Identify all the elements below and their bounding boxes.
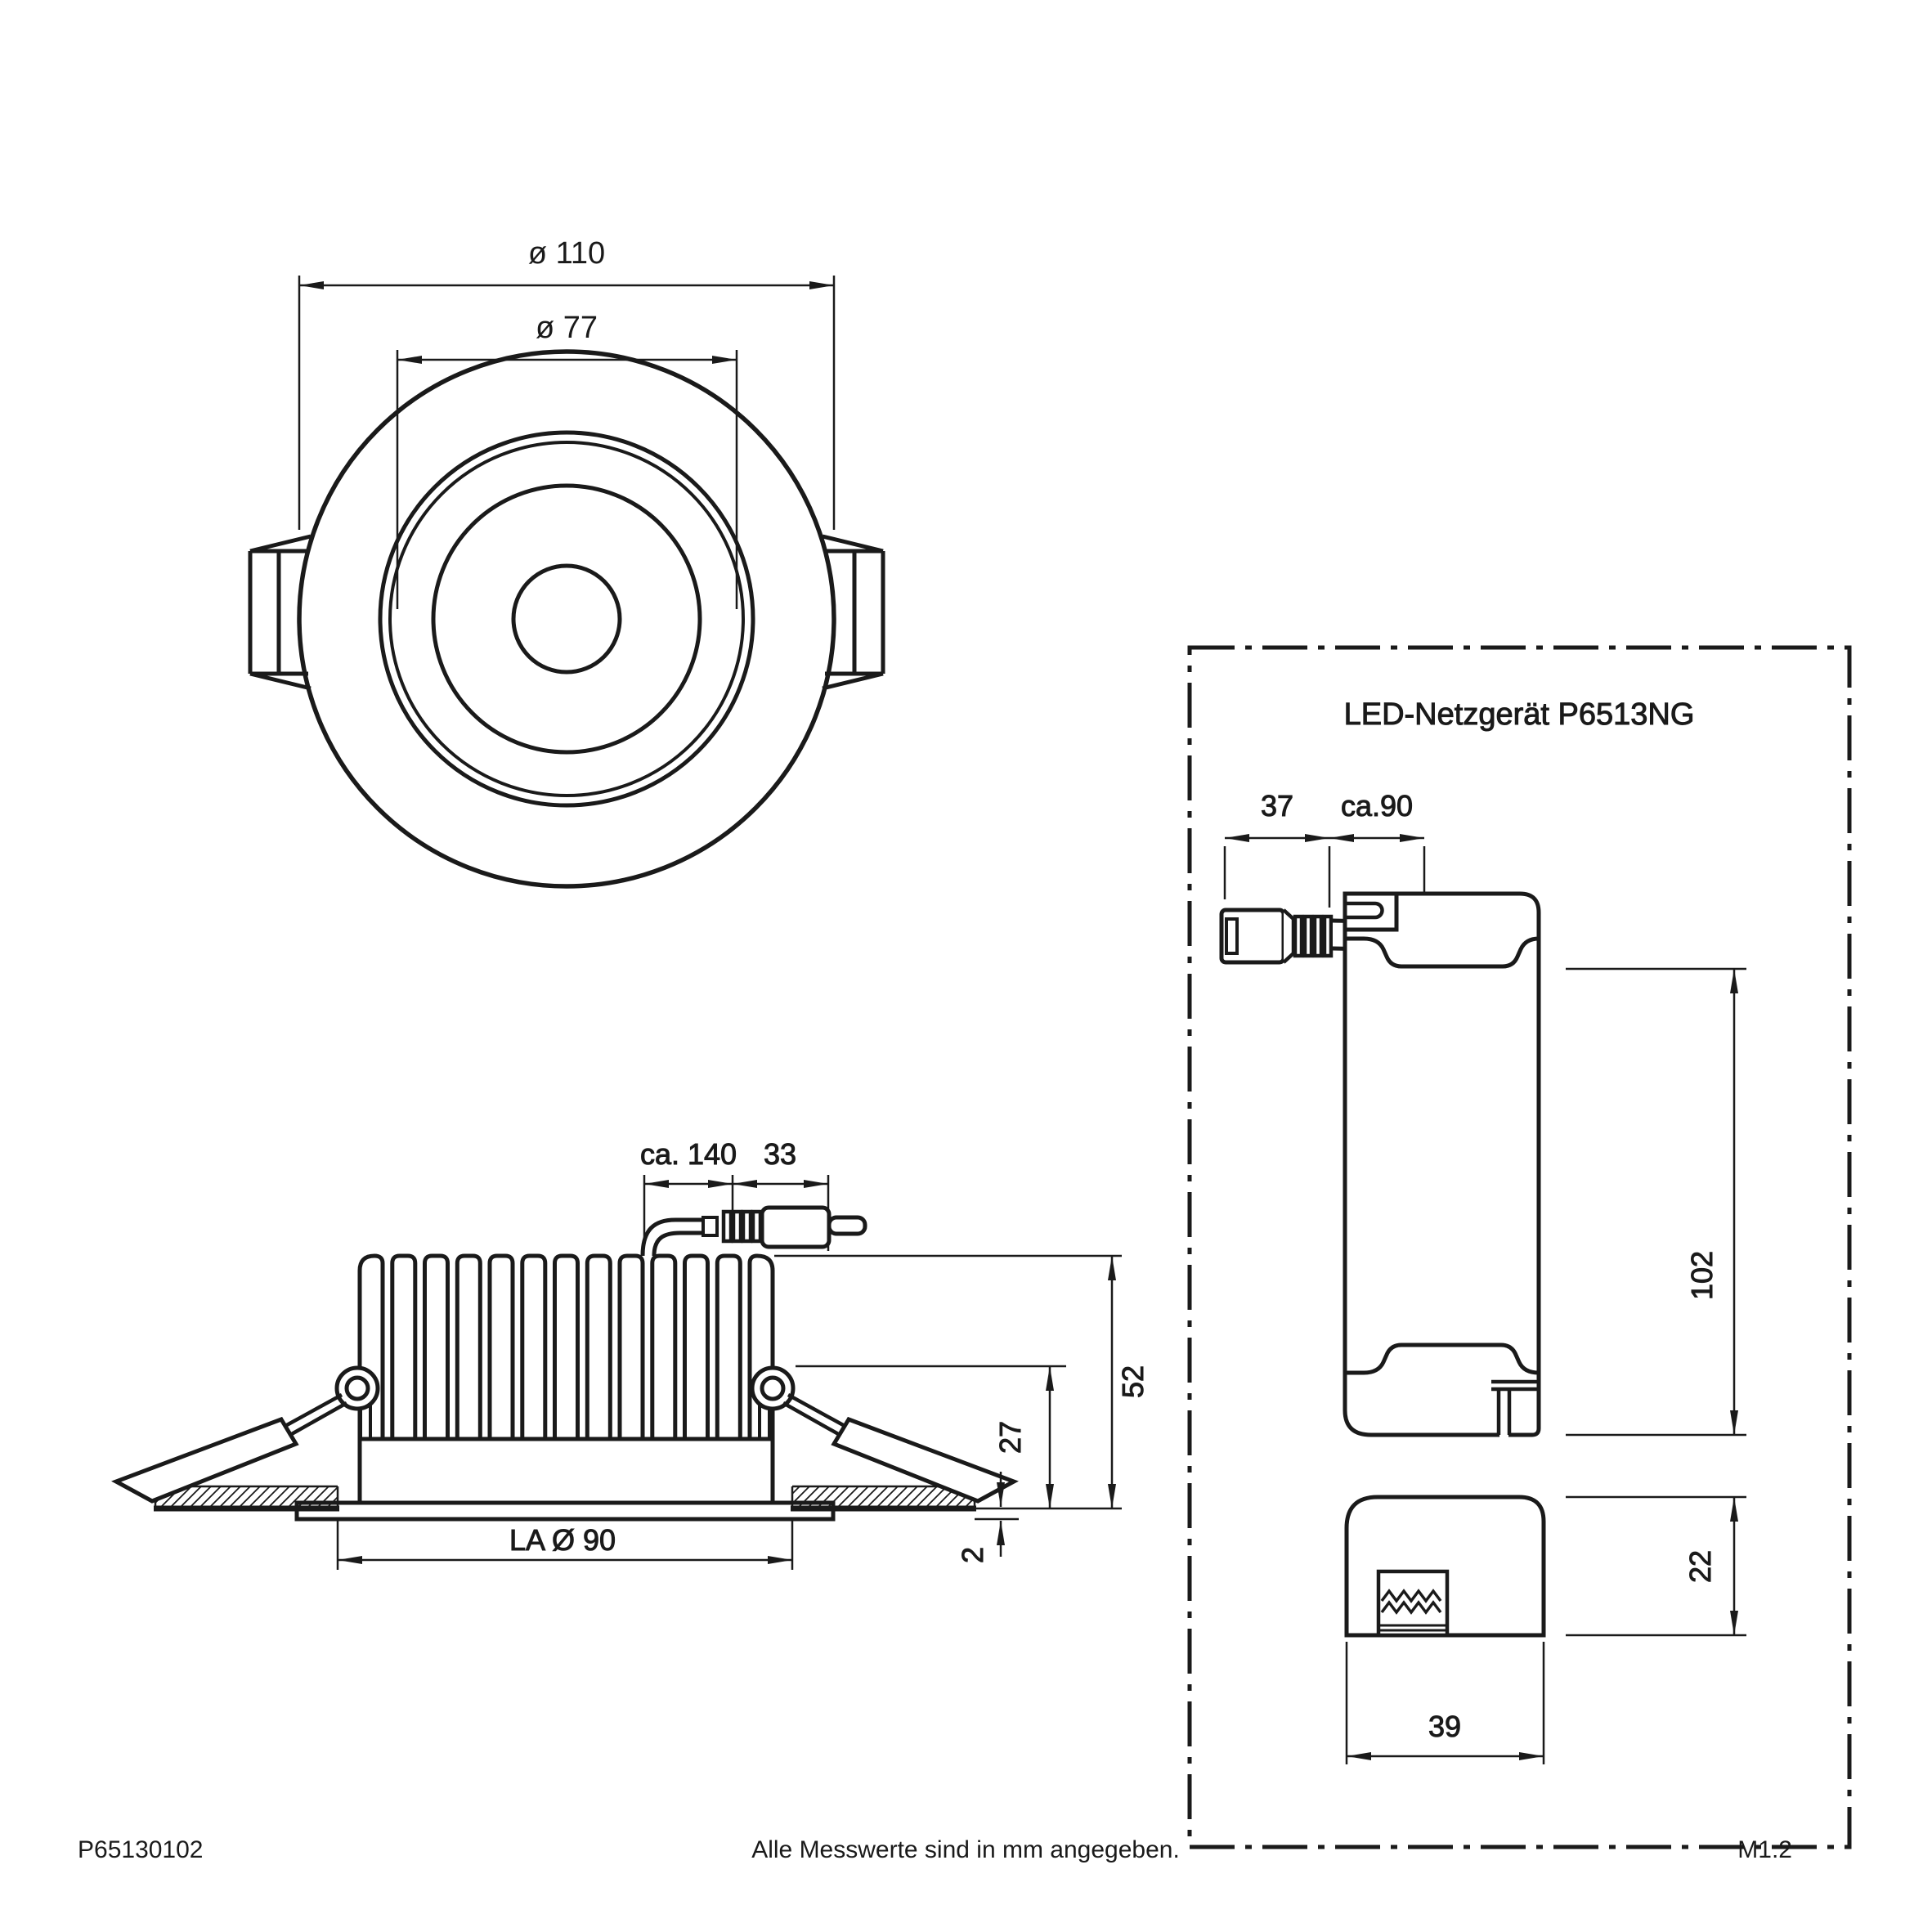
- dim-label-total-height: 52: [1116, 1365, 1150, 1399]
- dim-label-plug-length: 33: [763, 1137, 797, 1171]
- footer: [78, 1836, 1792, 1863]
- driver-box-title: LED-Netzgerät P6513NG: [1343, 697, 1695, 732]
- dim-label-trim-thickness: 2: [956, 1546, 989, 1564]
- article-number: P65130102: [78, 1836, 204, 1863]
- trim-plate: [297, 1503, 833, 1519]
- measurement-note: Alle Messwerte sind in mm angegeben.: [751, 1836, 1180, 1863]
- heatsink-fins: [360, 1256, 773, 1441]
- dim-label-driver-plug: 37: [1260, 789, 1294, 823]
- plug-pin: [829, 1217, 865, 1234]
- right-spring-ring: [752, 1368, 793, 1409]
- connector-socket: [1226, 919, 1237, 953]
- dim-label-driver-depth: 22: [1683, 1549, 1717, 1584]
- dimension-driver-height: [1566, 969, 1746, 1435]
- plug-body: [762, 1208, 829, 1247]
- drawing-scale: M1:2: [1737, 1836, 1792, 1863]
- recessed-can-body: [360, 1439, 773, 1503]
- side-view: [116, 1137, 1150, 1570]
- driver-front-view: [1345, 894, 1539, 1435]
- driver-box: [1190, 648, 1849, 1847]
- dimension-bezel-diameter: [397, 350, 737, 609]
- bezel-inner-circle: [390, 442, 743, 796]
- dim-label-driver-height: 102: [1685, 1250, 1719, 1301]
- fixture-cable-plug: [643, 1208, 865, 1256]
- dim-label-driver-cable: ca.90: [1340, 789, 1414, 823]
- left-spring-ring: [337, 1368, 378, 1409]
- dim-label-cutout: LA Ø 90: [509, 1523, 616, 1557]
- reflector-circle: [433, 486, 700, 752]
- dimension-driver-width: [1347, 1642, 1544, 1764]
- cable-ferrule: [703, 1217, 717, 1235]
- dim-label-recess-height: 27: [993, 1420, 1027, 1455]
- led-circle: [513, 566, 620, 672]
- top-view: [250, 236, 883, 886]
- dimension-driver-depth: [1566, 1497, 1746, 1635]
- dim-label-outer-diameter: ø 110: [527, 236, 606, 271]
- driver-side-view: [1347, 1497, 1544, 1635]
- right-spring-arm: [783, 1395, 1014, 1501]
- dim-label-cable-length: ca. 140: [639, 1137, 737, 1171]
- left-spring-arm: [116, 1395, 347, 1501]
- dim-label-bezel-diameter: ø 77: [535, 311, 598, 345]
- bezel-outer-circle: [380, 433, 753, 805]
- dim-label-driver-width: 39: [1428, 1710, 1462, 1743]
